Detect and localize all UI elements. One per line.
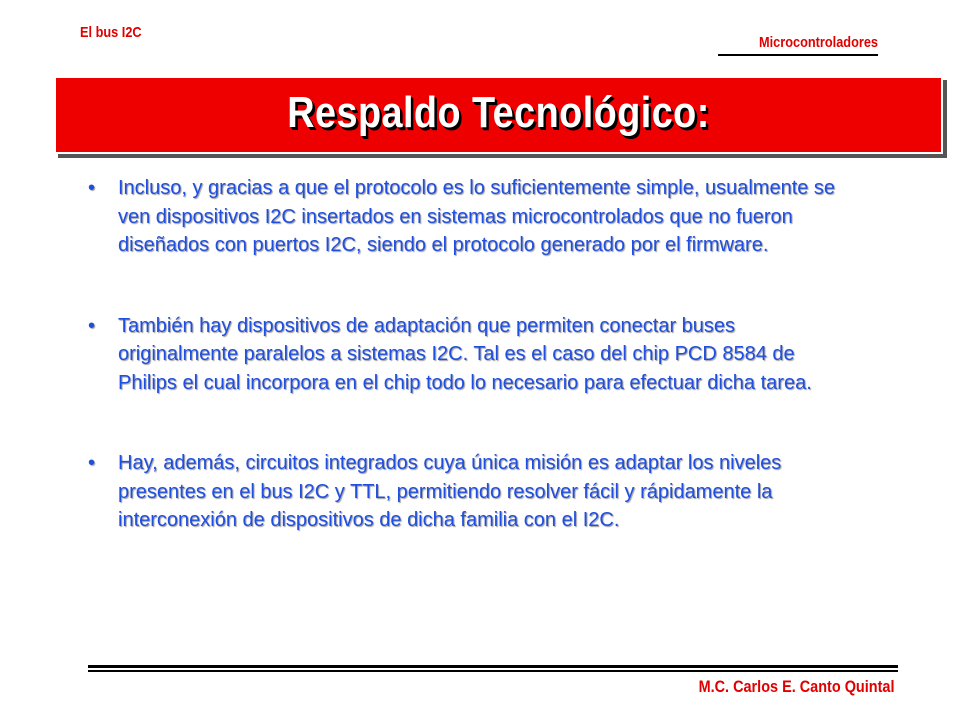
header-course-label: El bus I2C — [80, 24, 142, 41]
header-divider — [718, 54, 878, 56]
slide-title: Respaldo Tecnológico: — [287, 88, 710, 137]
bullet-item — [88, 449, 843, 535]
bullet-item — [88, 174, 843, 260]
title-banner — [54, 76, 943, 154]
bullet-item — [88, 312, 843, 398]
footer-divider — [88, 665, 898, 672]
footer-author: M.C. Carlos E. Canto Quintal — [698, 677, 894, 696]
header-subject-label: Microcontroladores — [758, 34, 878, 51]
bullet-text: También hay dispositivos de adaptación que permiten conectar buses originalmente paralelos a sistemas I2C. Tal es el caso del chip PCD 8584 de Philips el cual incorpora en el chip todo lo necesario para efectuar dicha tarea. — [118, 314, 812, 394]
bullet-dot-icon: • — [88, 452, 96, 474]
bullet-dot-icon: • — [88, 314, 96, 337]
bullet-text: Incluso, y gracias a que el protocolo es lo suficientemente simple, usualmente se ven dispositivos I2C insertados en sistemas microcontrolados que no fueron diseñados con puertos I2C, siendo el protocolo generado por el firmware. — [118, 177, 836, 256]
bullet-dot-icon: • — [88, 177, 96, 199]
bullet-text: Hay, además, circuitos integrados cuya única misión es adaptar los niveles presentes en el bus I2C y TTL, permitiendo resolver fácil y rápidamente la interconexión de dispositivos de dicha familia con el I2C. — [118, 452, 782, 531]
bullet-list — [88, 174, 843, 587]
